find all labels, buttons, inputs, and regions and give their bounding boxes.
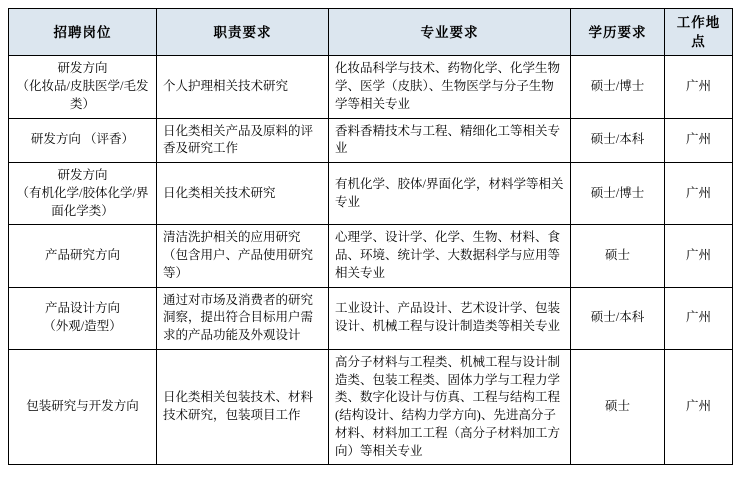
table-row (9, 225, 733, 287)
table-row (9, 287, 733, 349)
cell-location: 广州 (665, 163, 733, 225)
cell-position: 研发方向 （评香） (9, 118, 157, 163)
cell-education: 硕士/本科 (571, 118, 665, 163)
cell-position: 包装研究与开发方向 (9, 349, 157, 465)
cell-position: 研发方向 （有机化学/胶体化学/界面化学类） (9, 163, 157, 225)
column-header-duty: 职责要求 (157, 9, 329, 56)
table-header-row (9, 9, 733, 56)
cell-education: 硕士/博士 (571, 163, 665, 225)
table-row (9, 56, 733, 118)
cell-duty: 清洁洗护相关的应用研究（包含用户、产品使用研究等） (157, 225, 329, 287)
column-header-major: 专业要求 (329, 9, 571, 56)
cell-position: 研发方向 （化妆品/皮肤医学/毛发类） (9, 56, 157, 118)
cell-location: 广州 (665, 225, 733, 287)
cell-location: 广州 (665, 287, 733, 349)
cell-major: 高分子材料与工程类、机械工程与设计制造类、包装工程类、固体力学与工程力学类、数字化设计与仿真、工程与结构工程(结构设计、结构力学方向)、先进高分子材料、材料加工工程（高分子材料加工方向）等相关专业 (329, 349, 571, 465)
cell-location: 广州 (665, 56, 733, 118)
cell-duty: 日化类相关产品及原料的评香及研究工作 (157, 118, 329, 163)
cell-education: 硕士 (571, 225, 665, 287)
cell-location: 广州 (665, 349, 733, 465)
table-row (9, 349, 733, 465)
cell-major: 化妆品科学与技术、药物化学、化学生物学、医学（皮肤）、生物医学与分子生物学等相关专业 (329, 56, 571, 118)
cell-duty: 日化类相关技术研究 (157, 163, 329, 225)
cell-duty: 个人护理相关技术研究 (157, 56, 329, 118)
cell-duty: 日化类相关包装技术、材料技术研究，包装项目工作 (157, 349, 329, 465)
column-header-position: 招聘岗位 (9, 9, 157, 56)
cell-major: 香料香精技术与工程、精细化工等相关专业 (329, 118, 571, 163)
cell-major: 工业设计、产品设计、艺术设计学、包装设计、机械工程与设计制造类等相关专业 (329, 287, 571, 349)
cell-education: 硕士 (571, 349, 665, 465)
cell-position: 产品研究方向 (9, 225, 157, 287)
cell-location: 广州 (665, 118, 733, 163)
cell-major: 有机化学、胶体/界面化学，材料学等相关专业 (329, 163, 571, 225)
table-row (9, 163, 733, 225)
cell-education: 硕士/本科 (571, 287, 665, 349)
job-requirements-table (8, 8, 733, 465)
cell-duty: 通过对市场及消费者的研究洞察，提出符合目标用户需求的产品功能及外观设计 (157, 287, 329, 349)
table-body (9, 56, 733, 465)
cell-major: 心理学、设计学、化学、生物、材料、食品、环境、统计学、大数据科学与应用等相关专业 (329, 225, 571, 287)
column-header-location: 工作地点 (665, 9, 733, 56)
table-row (9, 118, 733, 163)
cell-education: 硕士/博士 (571, 56, 665, 118)
column-header-education: 学历要求 (571, 9, 665, 56)
cell-position: 产品设计方向 （外观/造型） (9, 287, 157, 349)
